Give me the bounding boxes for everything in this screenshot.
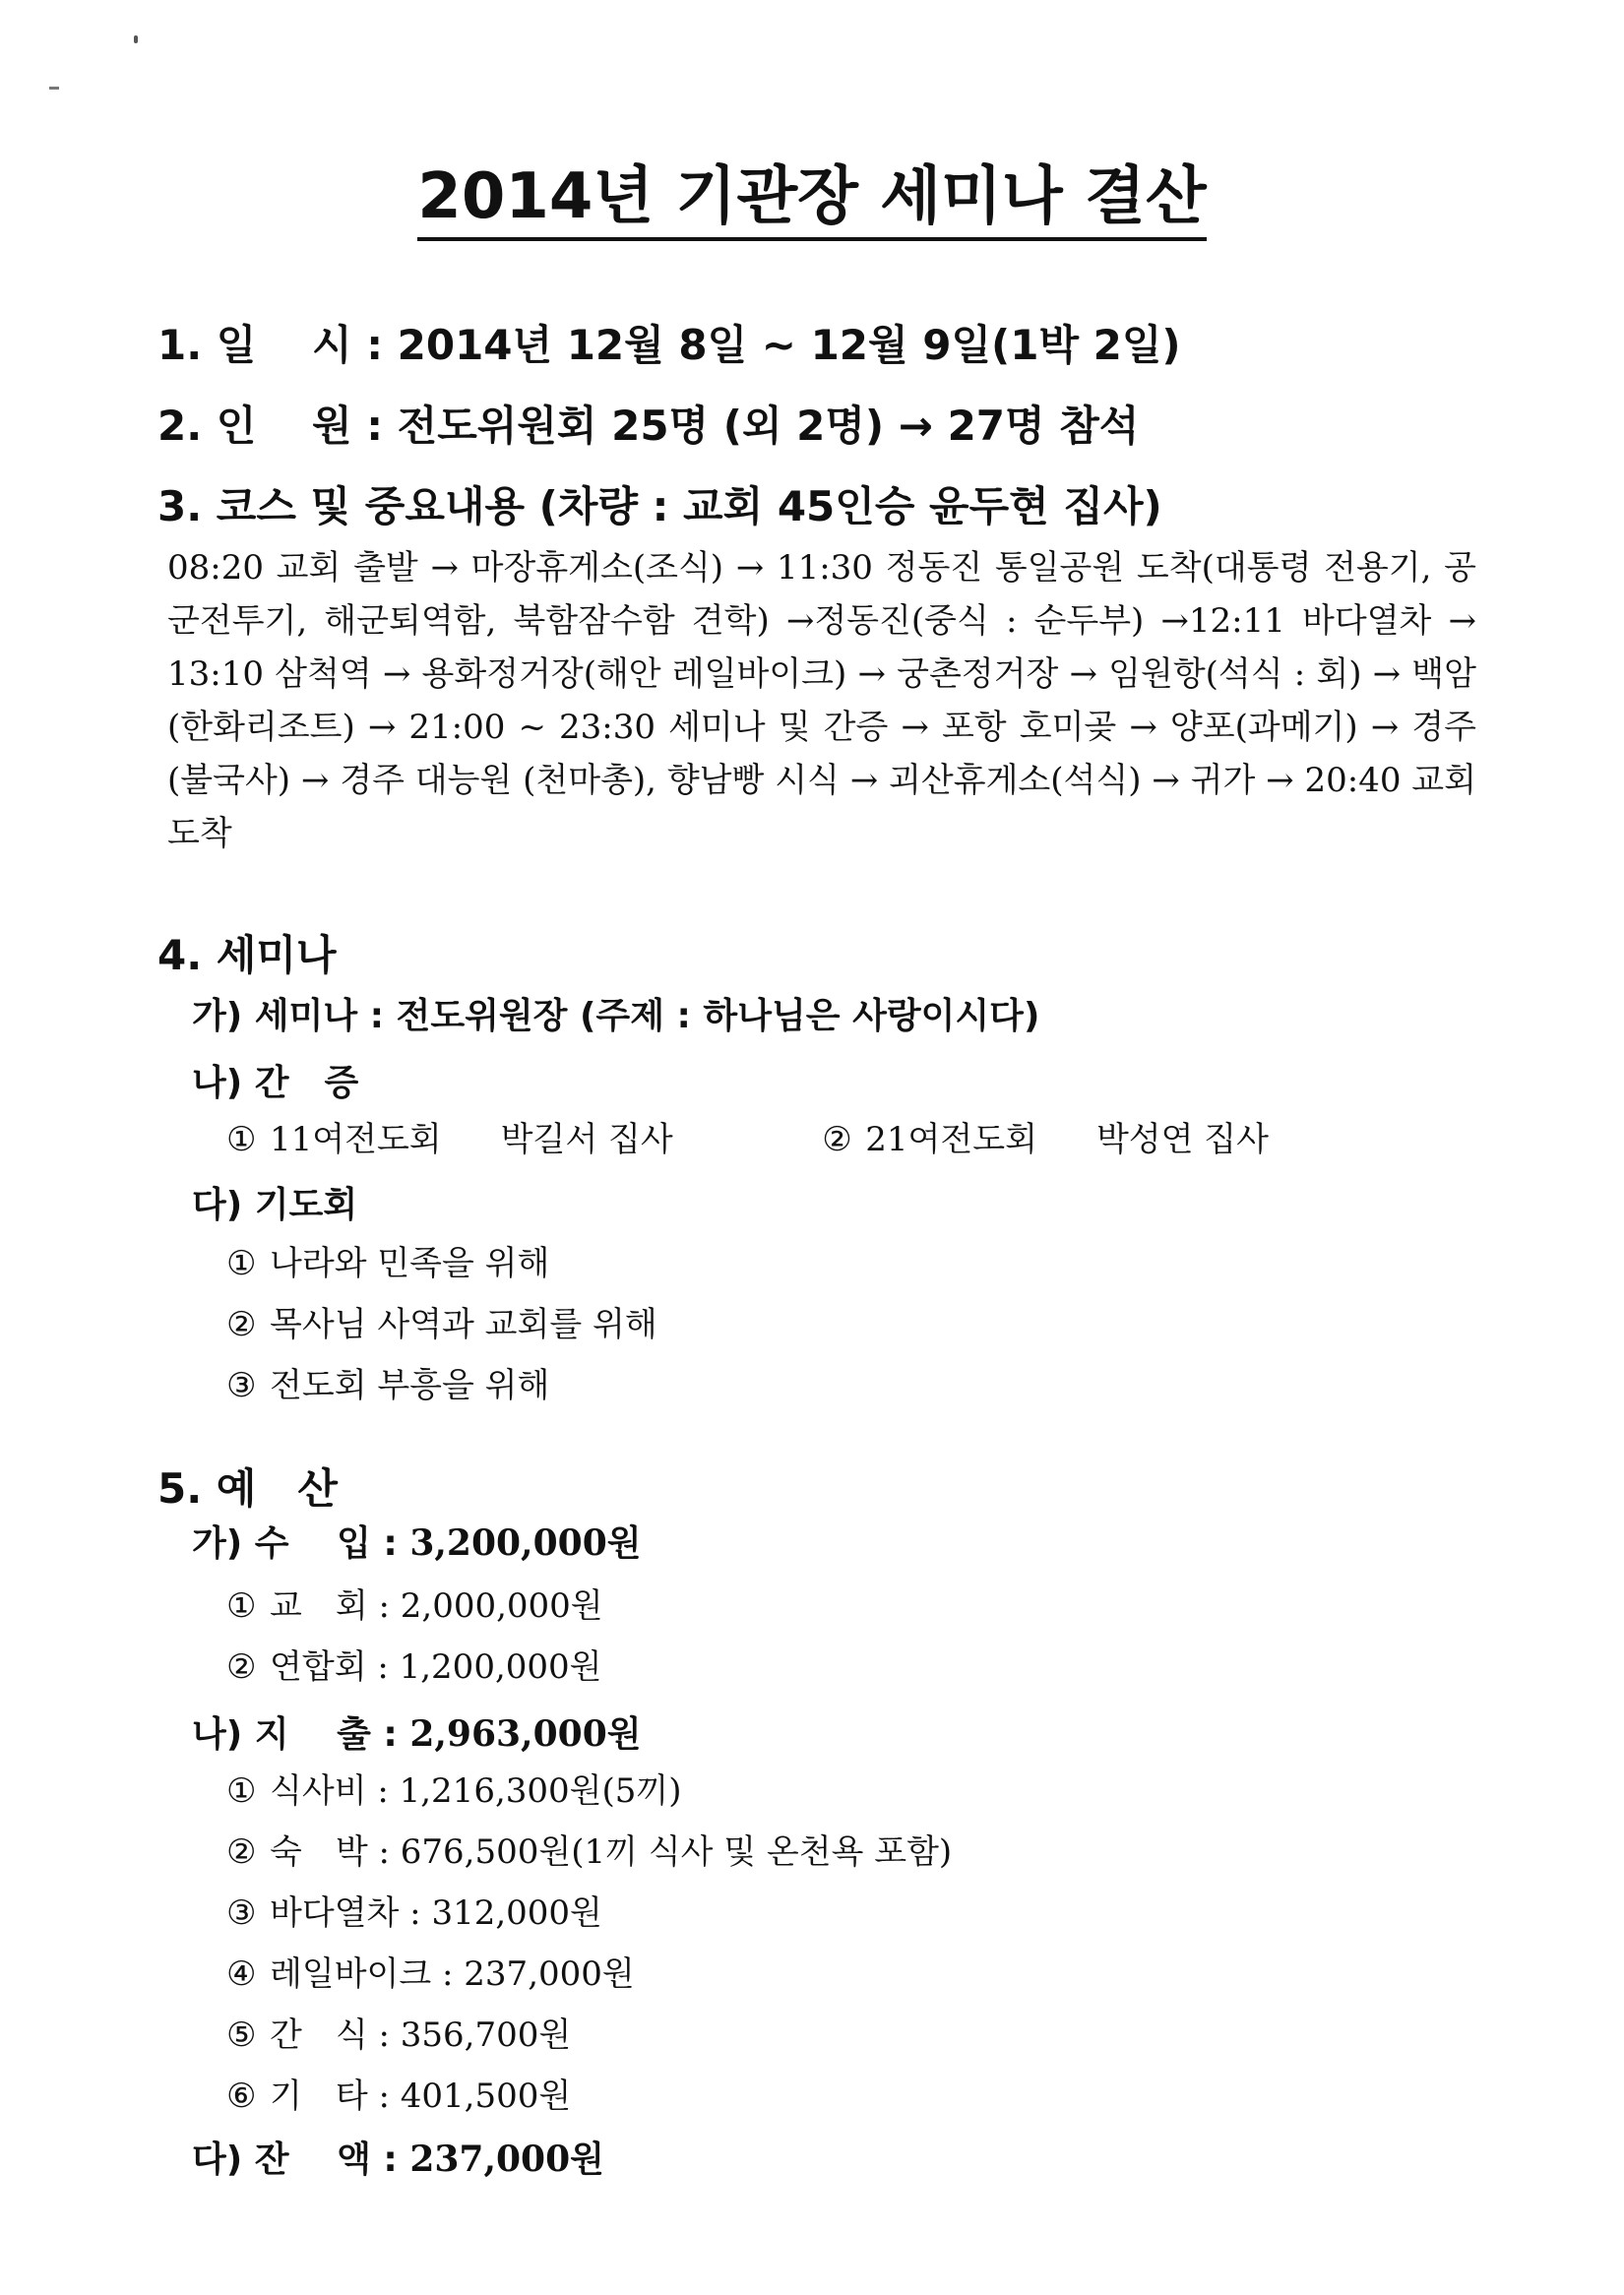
seminar-topic: 가) 세미나 : 전도위원장 (주제 : 하나님은 사랑이시다)	[192, 996, 1040, 1036]
list-item: ② 21여전도회 박성연 집사	[822, 1120, 1269, 1159]
list-item: ⑥ 기 타 : 401,500원	[226, 2077, 572, 2116]
testimony-heading: 나) 간 증	[192, 1063, 359, 1103]
balance-total: 다) 잔 액 : 237,000원	[192, 2139, 604, 2180]
course-description: 08:20 교회 출발 → 마장휴게소(조식) → 11:30 정동진 통일공원 도착(대통령 전용기, 공군전투기, 해군퇴역함, 북함잠수함 견학) →정동진(중식 : 순두부) →12:11 바다열차 → 13:10 삼척역 → 용화정거장(해안 레일바이크) → 궁촌정거장 → 임원항(석식 : 회) → 백암(한화리조트) → 21:00 ~ 23:30 세미나 및 간증 → 포항 호미곶 → 양포(과메기) → 경주(불국사) → 경주 대능원 (천마총), 향남빵 시식 → 괴산휴게소(석식) → 귀가 → 20:40 교회도착	[167, 548, 1476, 853]
list-item: ④ 레일바이크 : 237,000원	[226, 1954, 635, 1994]
scan-speck	[49, 87, 59, 90]
income-total: 가) 수 입 : 3,200,000원	[192, 1522, 642, 1564]
testimony-list	[226, 1112, 1269, 1160]
section-course-heading: 3. 코스 및 중요내용 (차량 : 교회 45인승 윤두현 집사)	[157, 482, 1162, 530]
list-item: ⑤ 간 식 : 356,700원	[226, 2016, 572, 2055]
list-item: ② 숙 박 : 676,500원(1끼 식사 및 온천욕 포함)	[226, 1832, 953, 1872]
prayer-heading: 다) 기도회	[192, 1185, 358, 1225]
list-item: ② 목사님 사역과 교회를 위해	[226, 1305, 657, 1344]
section-seminar-heading: 4. 세미나	[157, 931, 337, 979]
section-attendance: 2. 인 원 : 전도위원회 25명 (외 2명) → 27명 참석	[157, 402, 1140, 450]
list-item: ① 11여전도회 박길서 집사	[226, 1120, 673, 1159]
document-title: 2014년 기관장 세미나 결산	[0, 146, 1624, 236]
list-item: ② 연합회 : 1,200,000원	[226, 1647, 602, 1687]
list-item: ① 교 회 : 2,000,000원	[226, 1586, 603, 1626]
list-item: ① 식사비 : 1,216,300원(5끼)	[226, 1771, 682, 1811]
scan-speck	[134, 35, 138, 43]
list-item: ③ 전도회 부흥을 위해	[226, 1366, 550, 1405]
list-item: ① 나라와 민족을 위해	[226, 1244, 550, 1283]
expense-total: 나) 지 출 : 2,963,000원	[192, 1713, 642, 1755]
section-date: 1. 일 시 : 2014년 12월 8일 ~ 12월 9일(1박 2일)	[157, 321, 1181, 369]
section-budget-heading: 5. 예 산	[157, 1464, 338, 1513]
list-item: ③ 바다열차 : 312,000원	[226, 1893, 602, 1933]
